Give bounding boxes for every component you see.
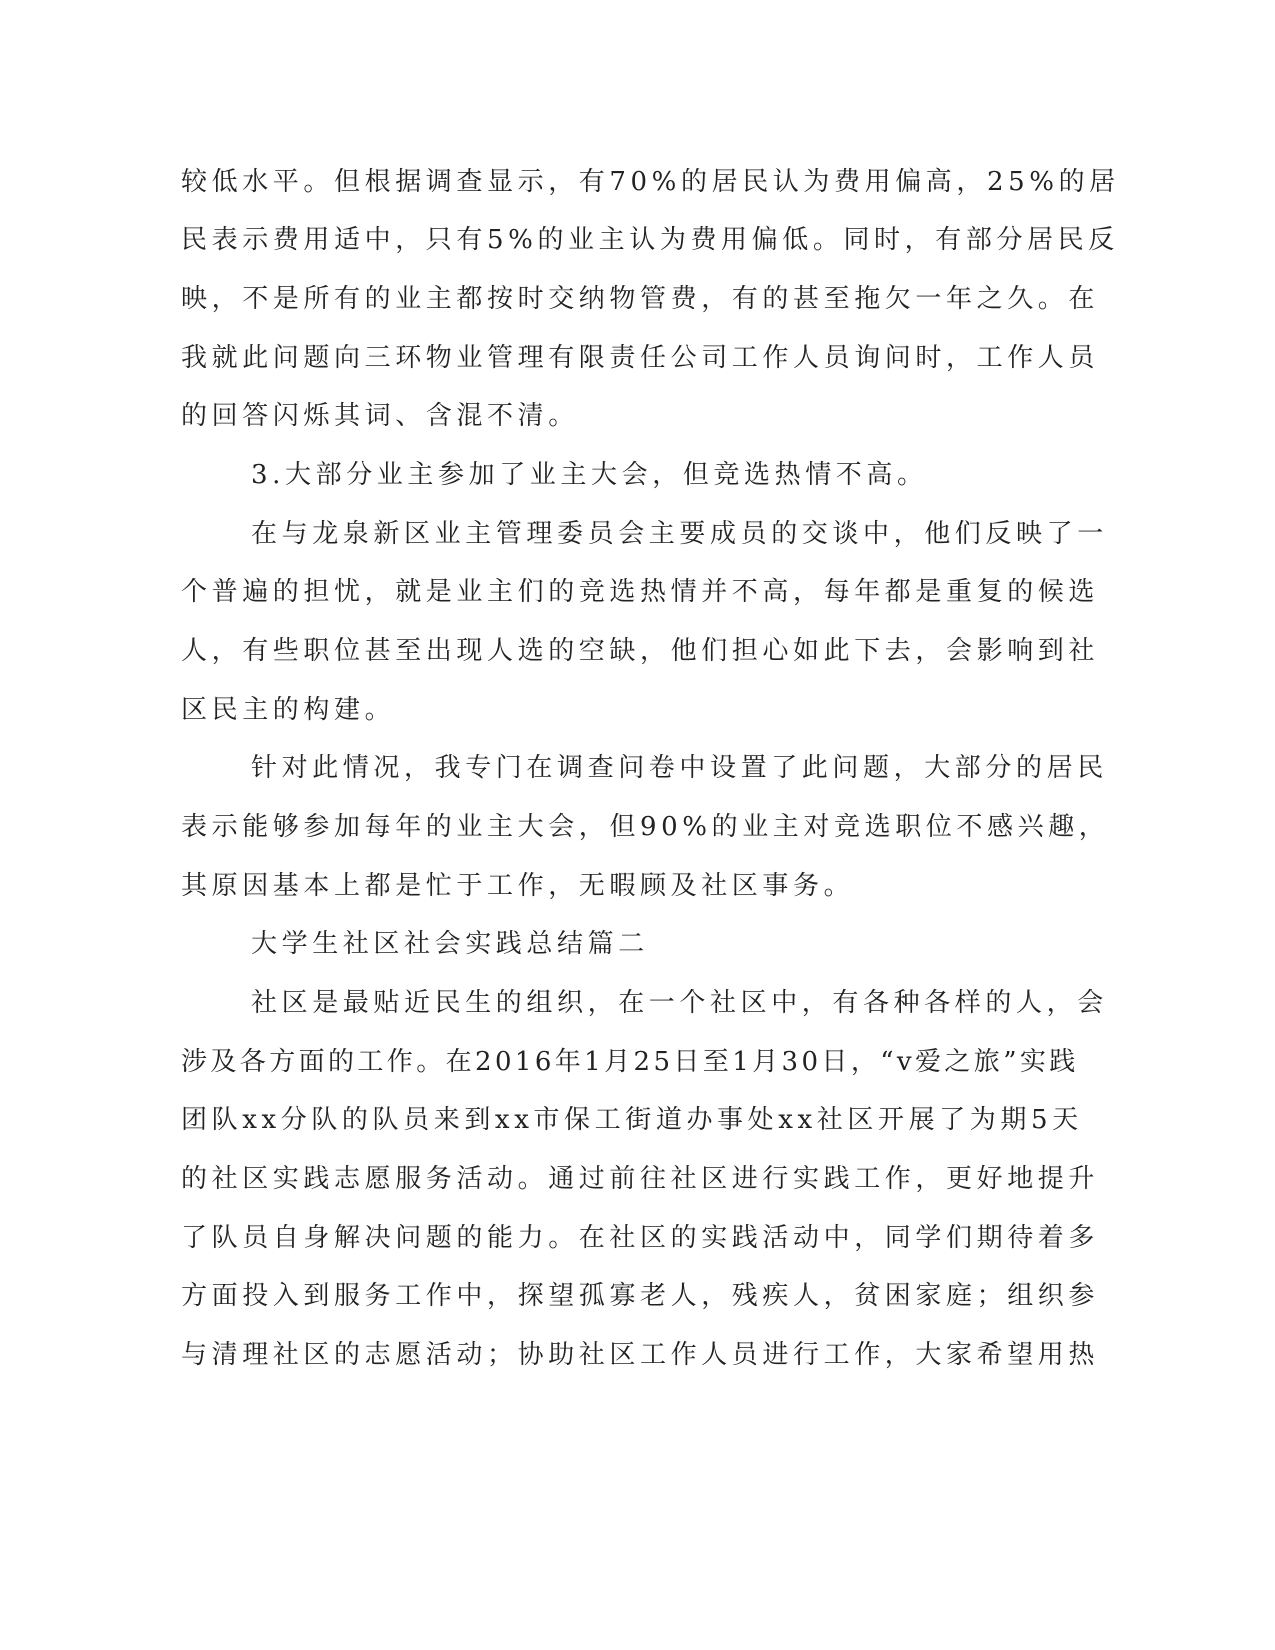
text-line: 的社区实践志愿服务活动。通过前往社区进行实践工作，更好地提升 bbox=[181, 1164, 1100, 1194]
text-line: 社区是最贴近民生的组织，在一个社区中，有各种各样的人，会 bbox=[251, 988, 1108, 1018]
text-line: 在与龙泉新区业主管理委员会主要成员的交谈中，他们反映了一 bbox=[251, 519, 1108, 549]
text-line: 个普遍的担忧，就是业主们的竞选热情并不高，每年都是重复的候选 bbox=[181, 577, 1100, 607]
section-heading: 3.大部分业主参加了业主大会，但竞选热情不高。 bbox=[251, 460, 928, 490]
text-line: 映，不是所有的业主都按时交纳物管费，有的甚至拖欠一年之久。在 bbox=[181, 284, 1100, 314]
text-line: 较低水平。但根据调查显示，有70%的居民认为费用偏高，25%的居 bbox=[181, 167, 1120, 197]
text-line: 方面投入到服务工作中，探望孤寡老人，残疾人，贫困家庭；组织参 bbox=[181, 1281, 1100, 1311]
text-line: 其原因基本上都是忙于工作，无暇顾及社区事务。 bbox=[181, 871, 855, 901]
text-line: 区民主的构建。 bbox=[181, 695, 396, 725]
text-line: 的回答闪烁其词、含混不清。 bbox=[181, 401, 579, 431]
text-line: 民表示费用适中，只有5%的业主认为费用偏低。同时，有部分居民反 bbox=[181, 225, 1119, 255]
text-line: 表示能够参加每年的业主大会，但90%的业主对竞选职位不感兴趣， bbox=[181, 812, 1110, 842]
text-line: 人，有些职位甚至出现人选的空缺，他们担心如此下去，会影响到社 bbox=[181, 636, 1100, 666]
text-line: 针对此情况，我专门在调查问卷中设置了此问题，大部分的居民 bbox=[251, 753, 1108, 783]
text-line: 了队员自身解决问题的能力。在社区的实践活动中，同学们期待着多 bbox=[181, 1223, 1100, 1253]
text-line: 涉及各方面的工作。在2016年1月25日至1月30日，“v爱之旅”实践 bbox=[181, 1047, 1079, 1077]
text-line: 我就此问题向三环物业管理有限责任公司工作人员询问时，工作人员 bbox=[181, 343, 1100, 373]
article-title: 大学生社区社会实践总结篇二 bbox=[251, 929, 649, 959]
text-line: 与清理社区的志愿活动；协助社区工作人员进行工作，大家希望用热 bbox=[181, 1340, 1100, 1370]
text-line: 团队xx分队的队员来到xx市保工街道办事处xx社区开展了为期5天 bbox=[181, 1105, 1083, 1135]
